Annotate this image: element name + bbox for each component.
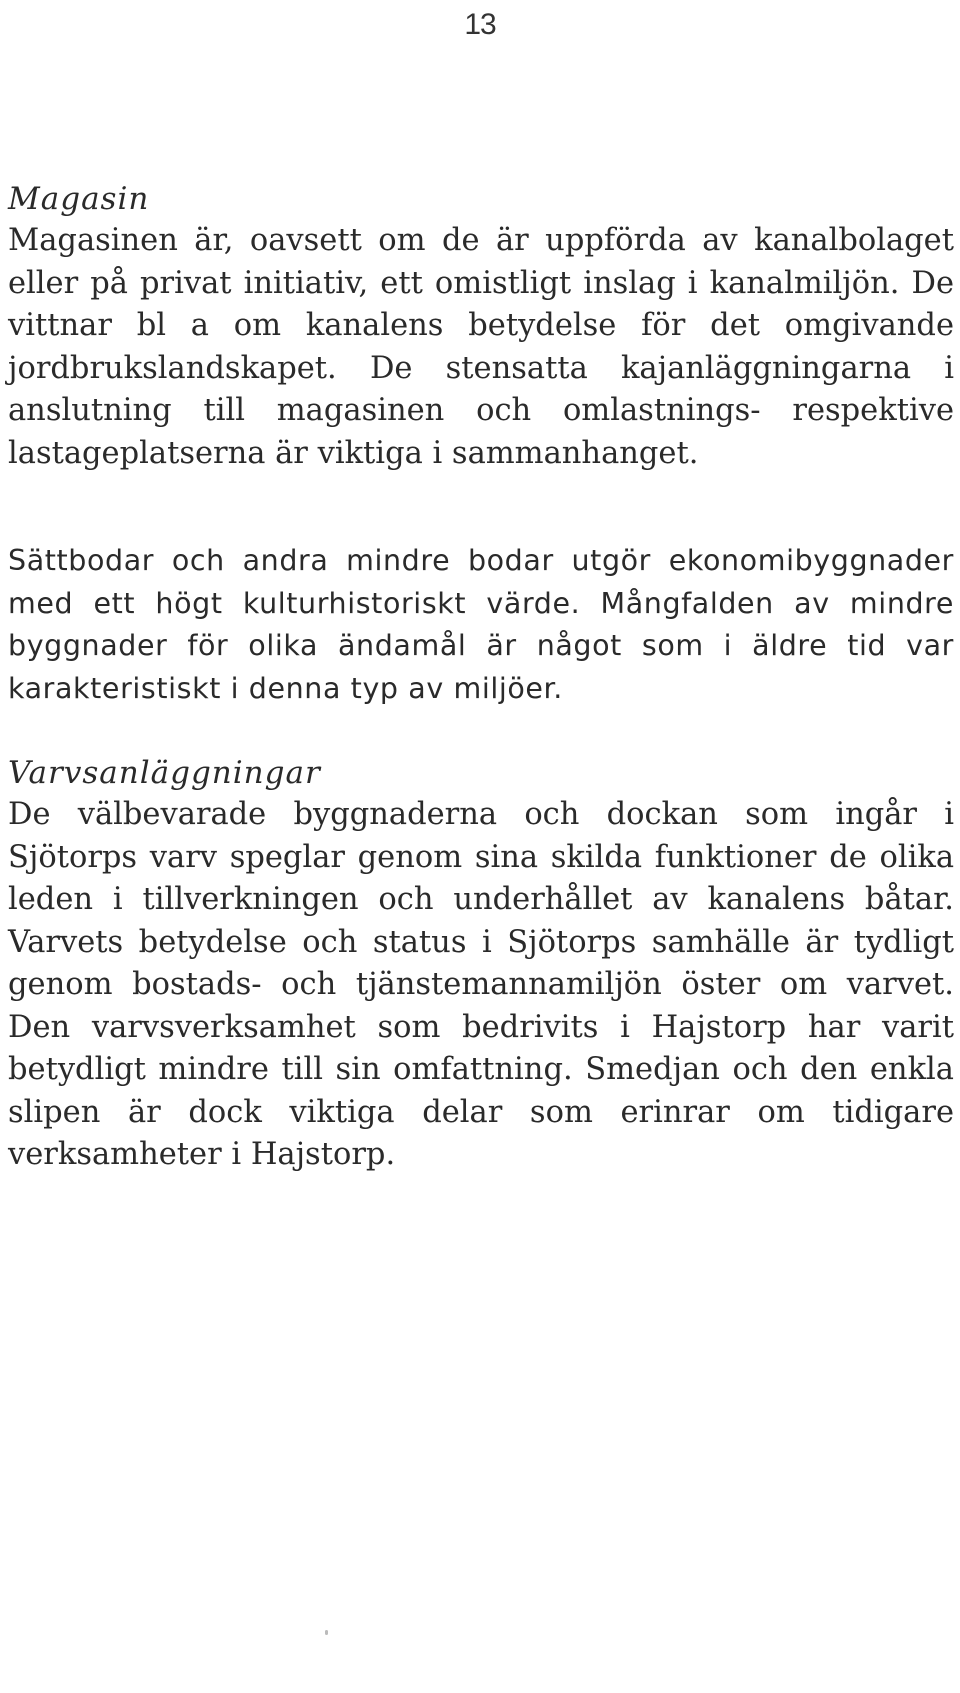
paragraph-magasin: Magasinen är, oavsett om de är uppförda av kanalbolaget eller på privat initiativ, ett omistligt inslag i kanalmiljön. De vittnar bl a om kanalens betydelse för det omgivande jordbrukslandskapet. De stensatta kajanläggningarna i anslutning till magasinen och omlastnings- respektive lastageplatserna är viktiga i sammanhanget. (8, 223, 954, 471)
section-sattbodar (8, 540, 954, 710)
section-heading-varvsanlaggningar: Varvsanläggningar (8, 755, 321, 791)
section-varvsanlaggningar (8, 752, 954, 1177)
paragraph-sattbodar: Sättbodar och andra mindre bodar utgör ekonomibyggnader med ett högt kulturhistoriskt värde. Mångfalden av mindre byggnader för olika ändamål är något som i äldre tid var karakteristiskt i denna typ av miljöer. (8, 544, 954, 705)
page-number: 13 (464, 8, 496, 41)
section-heading-magasin: Magasin (8, 181, 150, 217)
section-magasin (8, 178, 954, 475)
paragraph-varvsanlaggningar: De välbevarade byggnaderna och dockan som ingår i Sjötorps varv speglar genom sina skilda funktioner de olika leden i tillverkningen och underhållet av kanalens båtar. Varvets betydelse och status i Sjötorps samhälle är tydligt genom bostads- och tjänstemannamiljön öster om varvet. Den varvsverksamhet som bedrivits i Hajstorp har varit betydligt mindre till sin omfattning. Smedjan och den enkla slipen är dock viktiga delar som erinrar om tidigare verksamheter i Hajstorp. (8, 797, 954, 1172)
scan-speck (325, 1630, 328, 1635)
